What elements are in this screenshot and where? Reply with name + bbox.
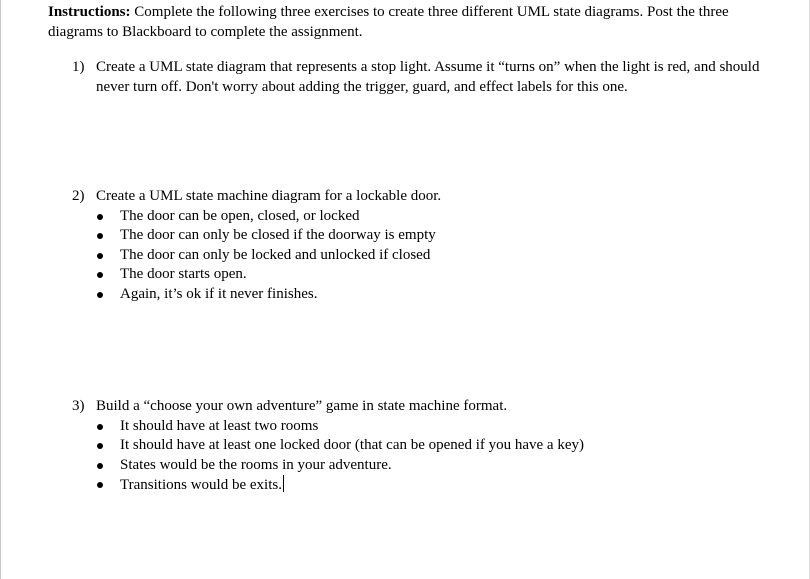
list-item: [72, 246, 772, 266]
exercise-text: Build a “choose your own adventure” game in state machine format.: [96, 398, 508, 414]
instructions-paragraph[interactable]: [48, 3, 760, 42]
list-item: [72, 265, 772, 285]
list-item: [72, 456, 772, 476]
bullet-icon: [97, 424, 103, 430]
exercise-bullet-list: [72, 207, 772, 305]
bullet-icon: [97, 233, 103, 239]
bullet-text: The door can be open, closed, or locked: [120, 207, 360, 224]
list-item: [72, 436, 772, 456]
instructions-label: Instructions:: [48, 4, 131, 20]
bullet-text: Transitions would be exits.: [120, 477, 282, 494]
instructions-text: Complete the following three exercises to create three different UML state diagrams. Post the three diagrams to Blackboard to complete the assignment.: [48, 4, 729, 40]
exercise-number: 3): [72, 398, 85, 414]
page-left-border: [0, 0, 1, 579]
bullet-icon: [97, 443, 103, 449]
bullet-text: The door starts open.: [120, 266, 247, 283]
list-item: [72, 475, 772, 496]
exercise-bullet-list: [72, 417, 772, 496]
list-item: [72, 285, 772, 305]
bullet-icon: [97, 292, 103, 298]
list-item: [72, 226, 772, 246]
bullet-text: Again, it’s ok if it never finishes.: [120, 285, 318, 302]
bullet-text: The door can only be closed if the doorway is empty: [120, 227, 436, 244]
bullet-text: The door can only be locked and unlocked if closed: [120, 246, 431, 263]
exercise-text: Create a UML state diagram that represents a stop light. Assume it “turns on” when the light is red, and should never turn off. Don't worry about adding the trigger, guard, and effect labels for this one.: [96, 59, 760, 95]
bullet-icon: [97, 253, 103, 259]
bullet-text: It should have at least two rooms: [120, 417, 319, 434]
bullet-text: It should have at least one locked door (that can be opened if you have a key): [120, 437, 584, 454]
list-item: [72, 417, 772, 437]
exercise-3[interactable]: [72, 397, 772, 496]
exercise-text: Create a UML state machine diagram for a lockable door.: [96, 188, 442, 204]
bullet-icon: [97, 272, 103, 278]
bullet-icon: [97, 214, 103, 220]
exercise-1[interactable]: [72, 58, 772, 97]
list-item: [72, 207, 772, 227]
text-cursor: [283, 475, 284, 492]
exercise-number: 1): [72, 59, 85, 75]
exercise-2[interactable]: [72, 187, 772, 304]
bullet-icon: [97, 463, 103, 469]
exercise-number: 2): [72, 188, 85, 204]
bullet-text: States would be the rooms in your adventure.: [120, 456, 392, 473]
bullet-icon: [97, 482, 103, 488]
